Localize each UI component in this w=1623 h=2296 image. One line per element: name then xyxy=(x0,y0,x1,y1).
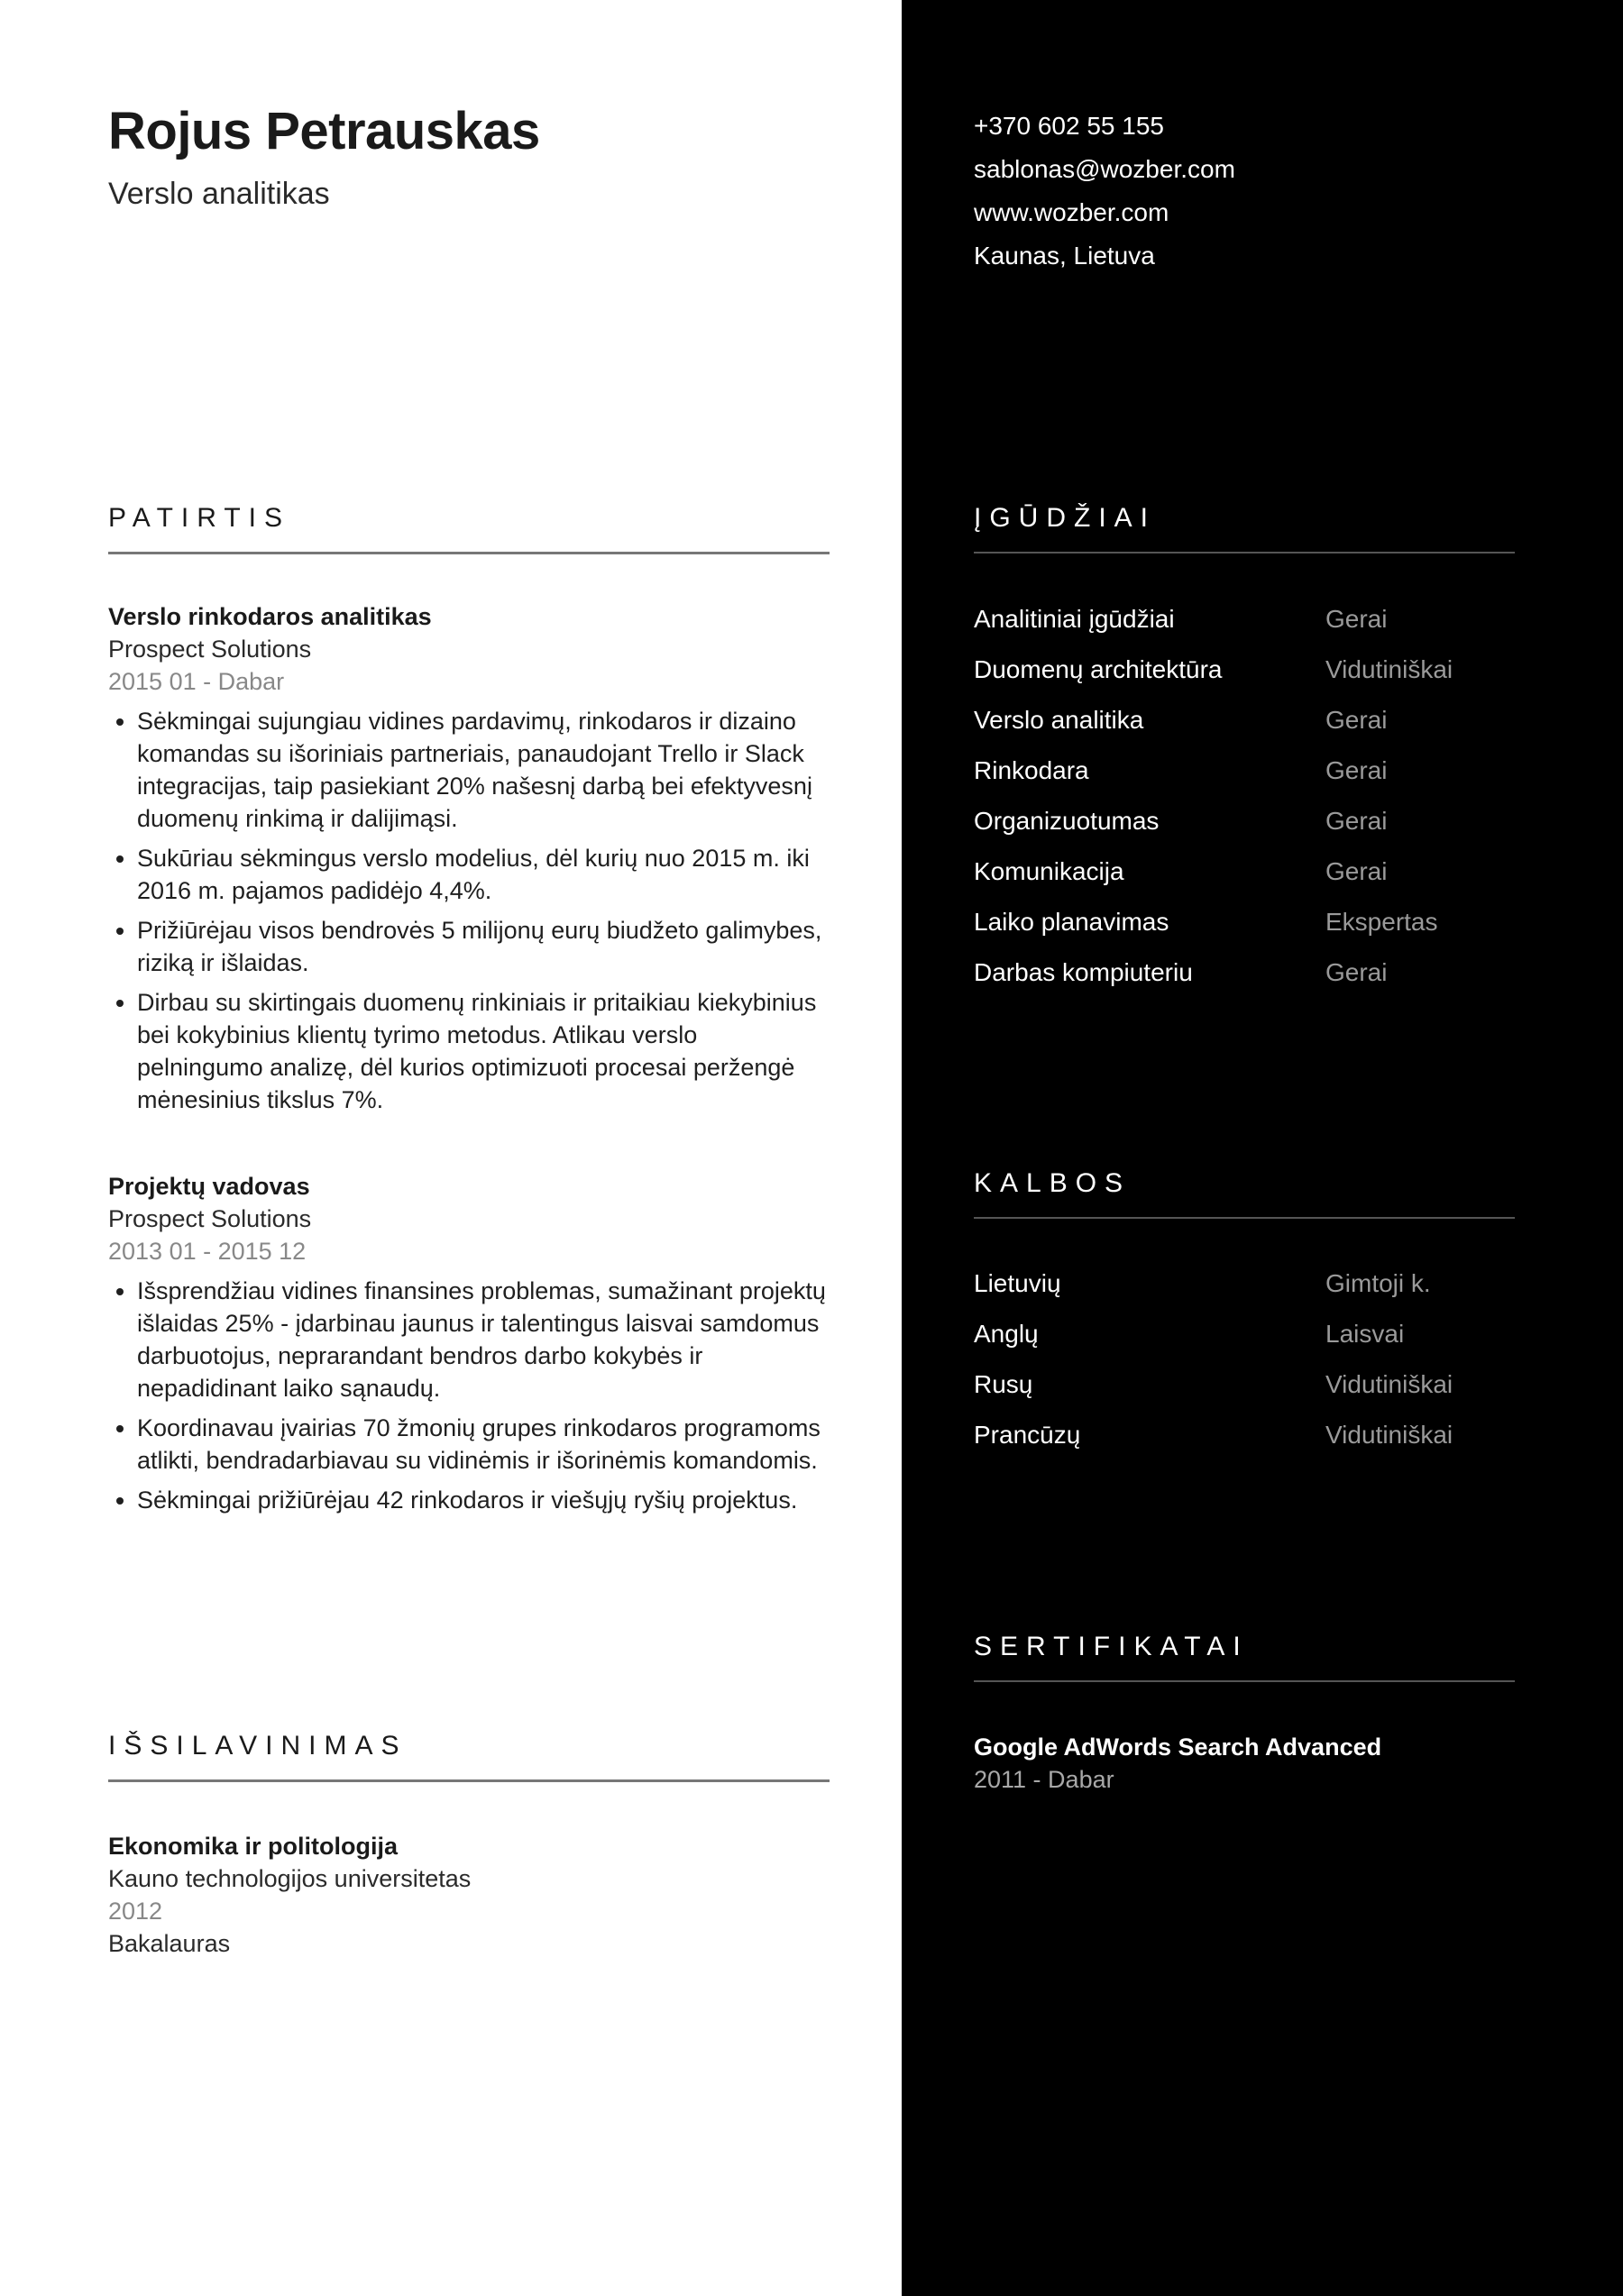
candidate-name: Rojus Petrauskas xyxy=(108,102,540,160)
certificate-entry xyxy=(974,1731,1533,1796)
job-bullet: • Dirbau su skirtingais duomenų rinkiniais ir pritaikiau kiekybinius bei kokybinius klientų tyrimo metodus. Atlikau verslo pelningumo analizę, dėl kurios optimizuoti procesai peržengė mėnesinius tikslus 7%. xyxy=(137,986,830,1116)
education-entry xyxy=(108,1830,830,1960)
contact-location: Kaunas, Lietuva xyxy=(974,242,1155,270)
language-name: Anglų xyxy=(974,1320,1039,1348)
language-row xyxy=(974,1258,1533,1309)
skill-level: Ekspertas xyxy=(1325,908,1438,936)
language-level: Laisvai xyxy=(1325,1320,1405,1348)
job-role: Projektų vadovas xyxy=(108,1173,310,1200)
job-company: Prospect Solutions xyxy=(108,636,312,663)
certificate-dates: 2011 - Dabar xyxy=(974,1766,1114,1793)
language-row xyxy=(974,1309,1533,1359)
skill-level: Gerai xyxy=(1325,807,1388,835)
job-company: Prospect Solutions xyxy=(108,1205,312,1232)
skill-row xyxy=(974,897,1533,947)
skill-level: Gerai xyxy=(1325,706,1388,734)
skill-row xyxy=(974,846,1533,897)
skill-row xyxy=(974,645,1533,695)
language-level: Vidutiniškai xyxy=(1325,1421,1453,1449)
contact-phone: +370 602 55 155 xyxy=(974,112,1164,140)
job-bullets xyxy=(108,1275,830,1516)
job-bullet: • Išsprendžiau vidines finansines problemas, sumažinant projektų išlaidas 25% - įdarbinau jaunus ir talentingus laisvai samdomus darbuotojus, neprarandant bendros darbo kokybės ir nepadidinant laiko sąnaudų. xyxy=(137,1275,830,1404)
skill-row xyxy=(974,594,1533,645)
contact-block xyxy=(974,105,1235,278)
language-name: Lietuvių xyxy=(974,1269,1061,1297)
skill-level: Gerai xyxy=(1325,958,1388,986)
job-entry xyxy=(108,1170,830,1523)
job-role: Verslo rinkodaros analitikas xyxy=(108,603,432,630)
languages-heading: KALBOS xyxy=(974,1168,1515,1219)
education-field: Ekonomika ir politologija xyxy=(108,1833,399,1860)
certificates-heading: SERTIFIKATAI xyxy=(974,1632,1515,1682)
skill-level: Vidutiniškai xyxy=(1325,655,1453,683)
contact-email: sablonas@wozber.com xyxy=(974,155,1235,183)
job-entry xyxy=(108,600,830,1123)
skill-name: Komunikacija xyxy=(974,857,1124,885)
certificate-name: Google AdWords Search Advanced xyxy=(974,1733,1382,1761)
job-dates: 2013 01 - 2015 12 xyxy=(108,1238,307,1265)
languages-list xyxy=(974,1258,1533,1460)
job-bullet: • Sėkmingai prižiūrėjau 42 rinkodaros ir viešųjų ryšių projektus. xyxy=(137,1484,830,1516)
education-year: 2012 xyxy=(108,1898,163,1925)
language-row xyxy=(974,1359,1533,1410)
job-bullet: • Prižiūrėjau visos bendrovės 5 milijonų eurų biudžeto galimybes, riziką ir išlaidas. xyxy=(137,914,830,979)
skill-level: Gerai xyxy=(1325,756,1388,784)
skill-level: Gerai xyxy=(1325,857,1388,885)
education-degree: Bakalauras xyxy=(108,1930,231,1957)
job-dates: 2015 01 - Dabar xyxy=(108,668,285,695)
skill-row xyxy=(974,746,1533,796)
job-bullet: • Koordinavau įvairias 70 žmonių grupes rinkodaros programoms atlikti, bendradarbiavau su vidinėmis ir išorinėmis komandomis. xyxy=(137,1412,830,1477)
contact-website: www.wozber.com xyxy=(974,198,1169,226)
skills-heading: ĮGŪDŽIAI xyxy=(974,503,1515,553)
experience-heading: PATIRTIS xyxy=(108,503,830,554)
skills-list xyxy=(974,594,1533,998)
language-level: Gimtoji k. xyxy=(1325,1269,1431,1297)
language-name: Rusų xyxy=(974,1370,1033,1398)
education-school: Kauno technologijos universitetas xyxy=(108,1865,472,1892)
sidebar-column xyxy=(902,0,1623,2296)
job-bullet: • Sėkmingai sujungiau vidines pardavimų, rinkodaros ir dizaino komandas su išoriniais partneriais, panaudojant Trello ir Slack integracijas, taip pasiekiant 20% našesnį darbą bei efektyvesnį duomenų rinkimą ir dalijimąsi. xyxy=(137,705,830,835)
skill-level: Gerai xyxy=(1325,605,1388,633)
skill-row xyxy=(974,695,1533,746)
language-row xyxy=(974,1410,1533,1460)
skill-name: Organizuotumas xyxy=(974,807,1160,835)
job-bullet: • Sukūriau sėkmingus verslo modelius, dėl kurių nuo 2015 m. iki 2016 m. pajamos padidėjo 4,4%. xyxy=(137,842,830,907)
language-level: Vidutiniškai xyxy=(1325,1370,1453,1398)
job-bullets xyxy=(108,705,830,1116)
skill-row xyxy=(974,796,1533,846)
education-heading: IŠSILAVINIMAS xyxy=(108,1731,830,1782)
candidate-title: Verslo analitikas xyxy=(108,177,330,211)
skill-name: Laiko planavimas xyxy=(974,908,1169,936)
skill-name: Rinkodara xyxy=(974,756,1089,784)
skill-name: Verslo analitika xyxy=(974,706,1144,734)
skill-row xyxy=(974,947,1533,998)
language-name: Prancūzų xyxy=(974,1421,1081,1449)
skill-name: Darbas kompiuteriu xyxy=(974,958,1193,986)
skill-name: Analitiniai įgūdžiai xyxy=(974,605,1175,633)
skill-name: Duomenų architektūra xyxy=(974,655,1223,683)
